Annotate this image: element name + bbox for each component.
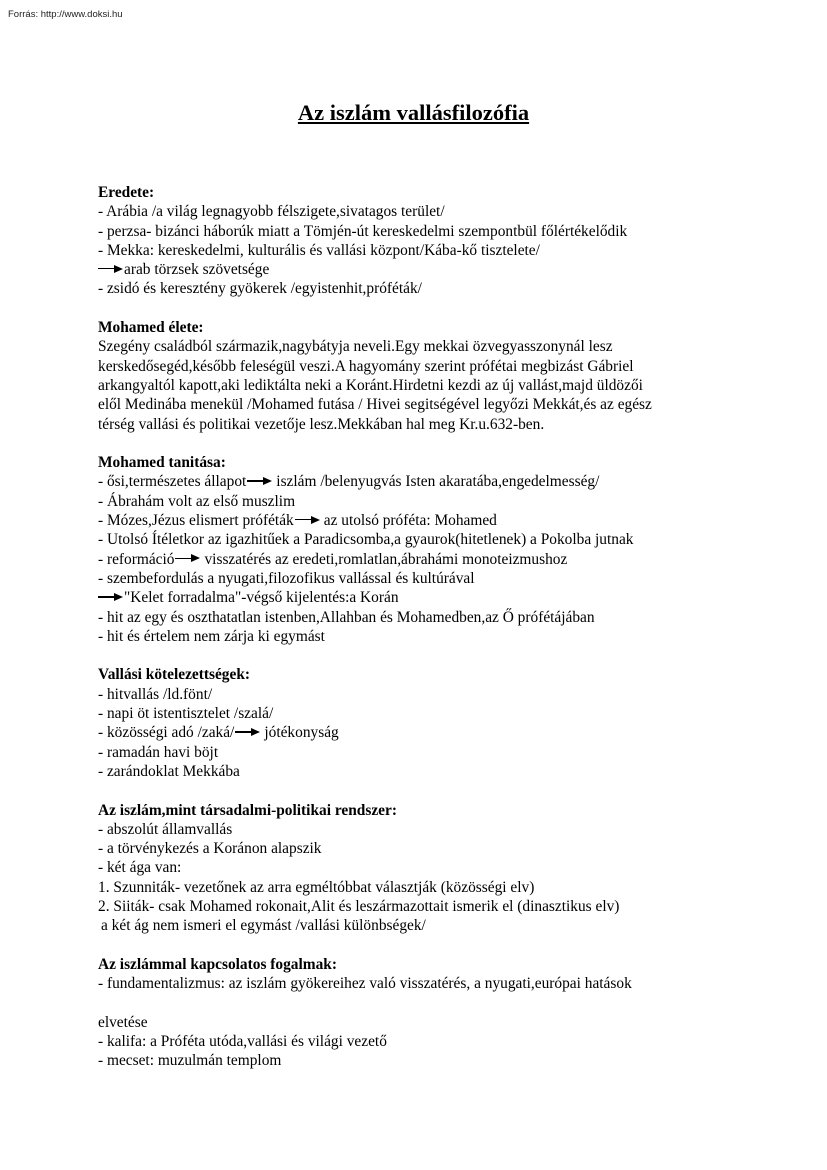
right-arrow-icon xyxy=(295,515,320,525)
section-mohamed-tanitasa xyxy=(98,453,738,646)
list-item: - hitvallás /ld.fönt/ xyxy=(98,685,213,703)
paragraph-line: Szegény családból származik,nagybátyja neveli.Egy mekkai özvegyasszonynál lesz xyxy=(98,338,613,356)
section-heading: Eredete: xyxy=(98,184,155,201)
list-item-text: arab törzsek szövetsége xyxy=(124,261,270,279)
list-item xyxy=(98,550,738,569)
right-arrow-icon xyxy=(98,264,123,274)
list-item: - a törvénykezés a Koránon alapszik xyxy=(98,840,322,858)
spacer xyxy=(98,993,738,1012)
document-body xyxy=(98,183,738,1090)
list-item: a két ág nem ismeri el egymást /vallási különbségek/ xyxy=(101,917,426,935)
section-heading: Mohamed tanitása: xyxy=(98,454,226,472)
right-arrow-icon xyxy=(235,727,260,737)
list-item: - két ága van: xyxy=(98,859,182,877)
section-rendszer xyxy=(98,801,738,936)
list-item-text: jótékonyság xyxy=(264,724,339,742)
list-item-text: visszatérés az eredeti,romlatlan,ábrahámi monoteizmushoz xyxy=(204,550,568,568)
list-item-text: - közösségi adó /zaká/ xyxy=(98,724,235,742)
section-mohamed-elete xyxy=(98,318,738,434)
list-item xyxy=(98,588,738,607)
list-item xyxy=(98,472,738,491)
list-item: 1. Szunniták- vezetőnek az arra egméltóbbat választják (közösségi elv) xyxy=(98,878,535,896)
list-item: - Arábia /a világ legnagyobb félszigete,sivatagos terület/ xyxy=(98,203,445,221)
list-item: - hit az egy és oszthatatlan istenben,Allahban és Mohamedben,az Ő prófétájában xyxy=(98,608,595,626)
section-fogalmak xyxy=(98,955,738,1071)
right-arrow-icon xyxy=(247,476,272,486)
list-item xyxy=(98,511,738,530)
list-item: - napi öt istentisztelet /szalá/ xyxy=(98,705,274,723)
list-item: - mecset: muzulmán templom xyxy=(98,1052,282,1070)
list-item: 2. Siiták- csak Mohamed rokonait,Alit és leszármazottait ismerik el (dinasztikus elv) xyxy=(98,897,620,915)
list-item-text: - Mózes,Jézus elismert próféták xyxy=(98,512,294,530)
right-arrow-icon xyxy=(175,554,200,564)
source-url: Forrás: http://www.doksi.hu xyxy=(8,9,123,20)
section-eredete xyxy=(98,183,738,299)
paragraph-line: térség vallási és politikai vezetője lesz.Mekkában hal meg Kr.u.632-ben. xyxy=(98,415,545,433)
list-item: - kalifa: a Próféta utóda,vallási és világi vezető xyxy=(98,1033,387,1051)
list-item: - Ábrahám volt az első muszlim xyxy=(98,492,296,510)
paragraph-line: kerskedősegéd,később feleségül veszi.A hagyomány szerint prófétai megbizást Gábriel xyxy=(98,357,634,375)
list-item-text: "Kelet forradalma"-végső kijelentés:a Korán xyxy=(124,589,399,607)
list-item-text: - ősi,természetes állapot xyxy=(98,473,247,491)
right-arrow-icon xyxy=(98,592,123,602)
section-heading: Mohamed élete: xyxy=(98,319,204,337)
list-item xyxy=(98,260,738,279)
list-item: - szembefordulás a nyugati,filozofikus vallással és kultúrával xyxy=(98,569,475,587)
section-heading: Az iszlámmal kapcsolatos fogalmak: xyxy=(98,955,337,973)
list-item: elvetése xyxy=(98,1013,148,1031)
page-title: Az iszlám vallásfilozófia xyxy=(297,100,530,125)
list-item: - zsidó és keresztény gyökerek /egyistenhit,próféták/ xyxy=(98,280,422,298)
section-kotelezettsegek xyxy=(98,665,738,781)
list-item-text: iszlám /belenyugvás Isten akaratába,engedelmesség/ xyxy=(276,473,600,491)
section-heading: Az iszlám,mint társadalmi-politikai rendszer: xyxy=(98,801,397,819)
list-item: - Mekka: kereskedelmi, kulturális és vallási központ/Kába-kő tisztelete/ xyxy=(98,241,540,259)
list-item: - Utolsó Ítéletkor az igazhitűek a Paradicsomba,a gyaurok(hitetlenek) a Pokolba jutnak xyxy=(98,531,634,549)
section-heading: Vallási kötelezettségek: xyxy=(98,666,251,684)
paragraph-line: arkangyaltól kapott,aki lediktálta neki a Koránt.Hirdetni kezdi az új vallást,majd üldözői xyxy=(98,376,643,394)
list-item-text: az utolsó próféta: Mohamed xyxy=(323,512,497,530)
list-item xyxy=(98,723,738,742)
paragraph-line: elől Medinába menekül /Mohamed futása / Hivei segitségével legyőzi Mekkát,és az egész xyxy=(98,396,652,414)
list-item: - abszolút államvallás xyxy=(98,820,233,838)
list-item-text: - reformáció xyxy=(98,550,175,568)
list-item: - zarándoklat Mekkába xyxy=(98,762,240,780)
list-item: - hit és értelem nem zárja ki egymást xyxy=(98,627,325,645)
list-item: - perzsa- bizánci háborúk miatt a Tömjén-út kereskedelmi szempontbül főlértékelődik xyxy=(98,222,628,240)
list-item: - ramadán havi böjt xyxy=(98,743,219,761)
list-item: - fundamentalizmus: az iszlám gyökereihez való visszatérés, a nyugati,európai hatások xyxy=(98,975,632,993)
